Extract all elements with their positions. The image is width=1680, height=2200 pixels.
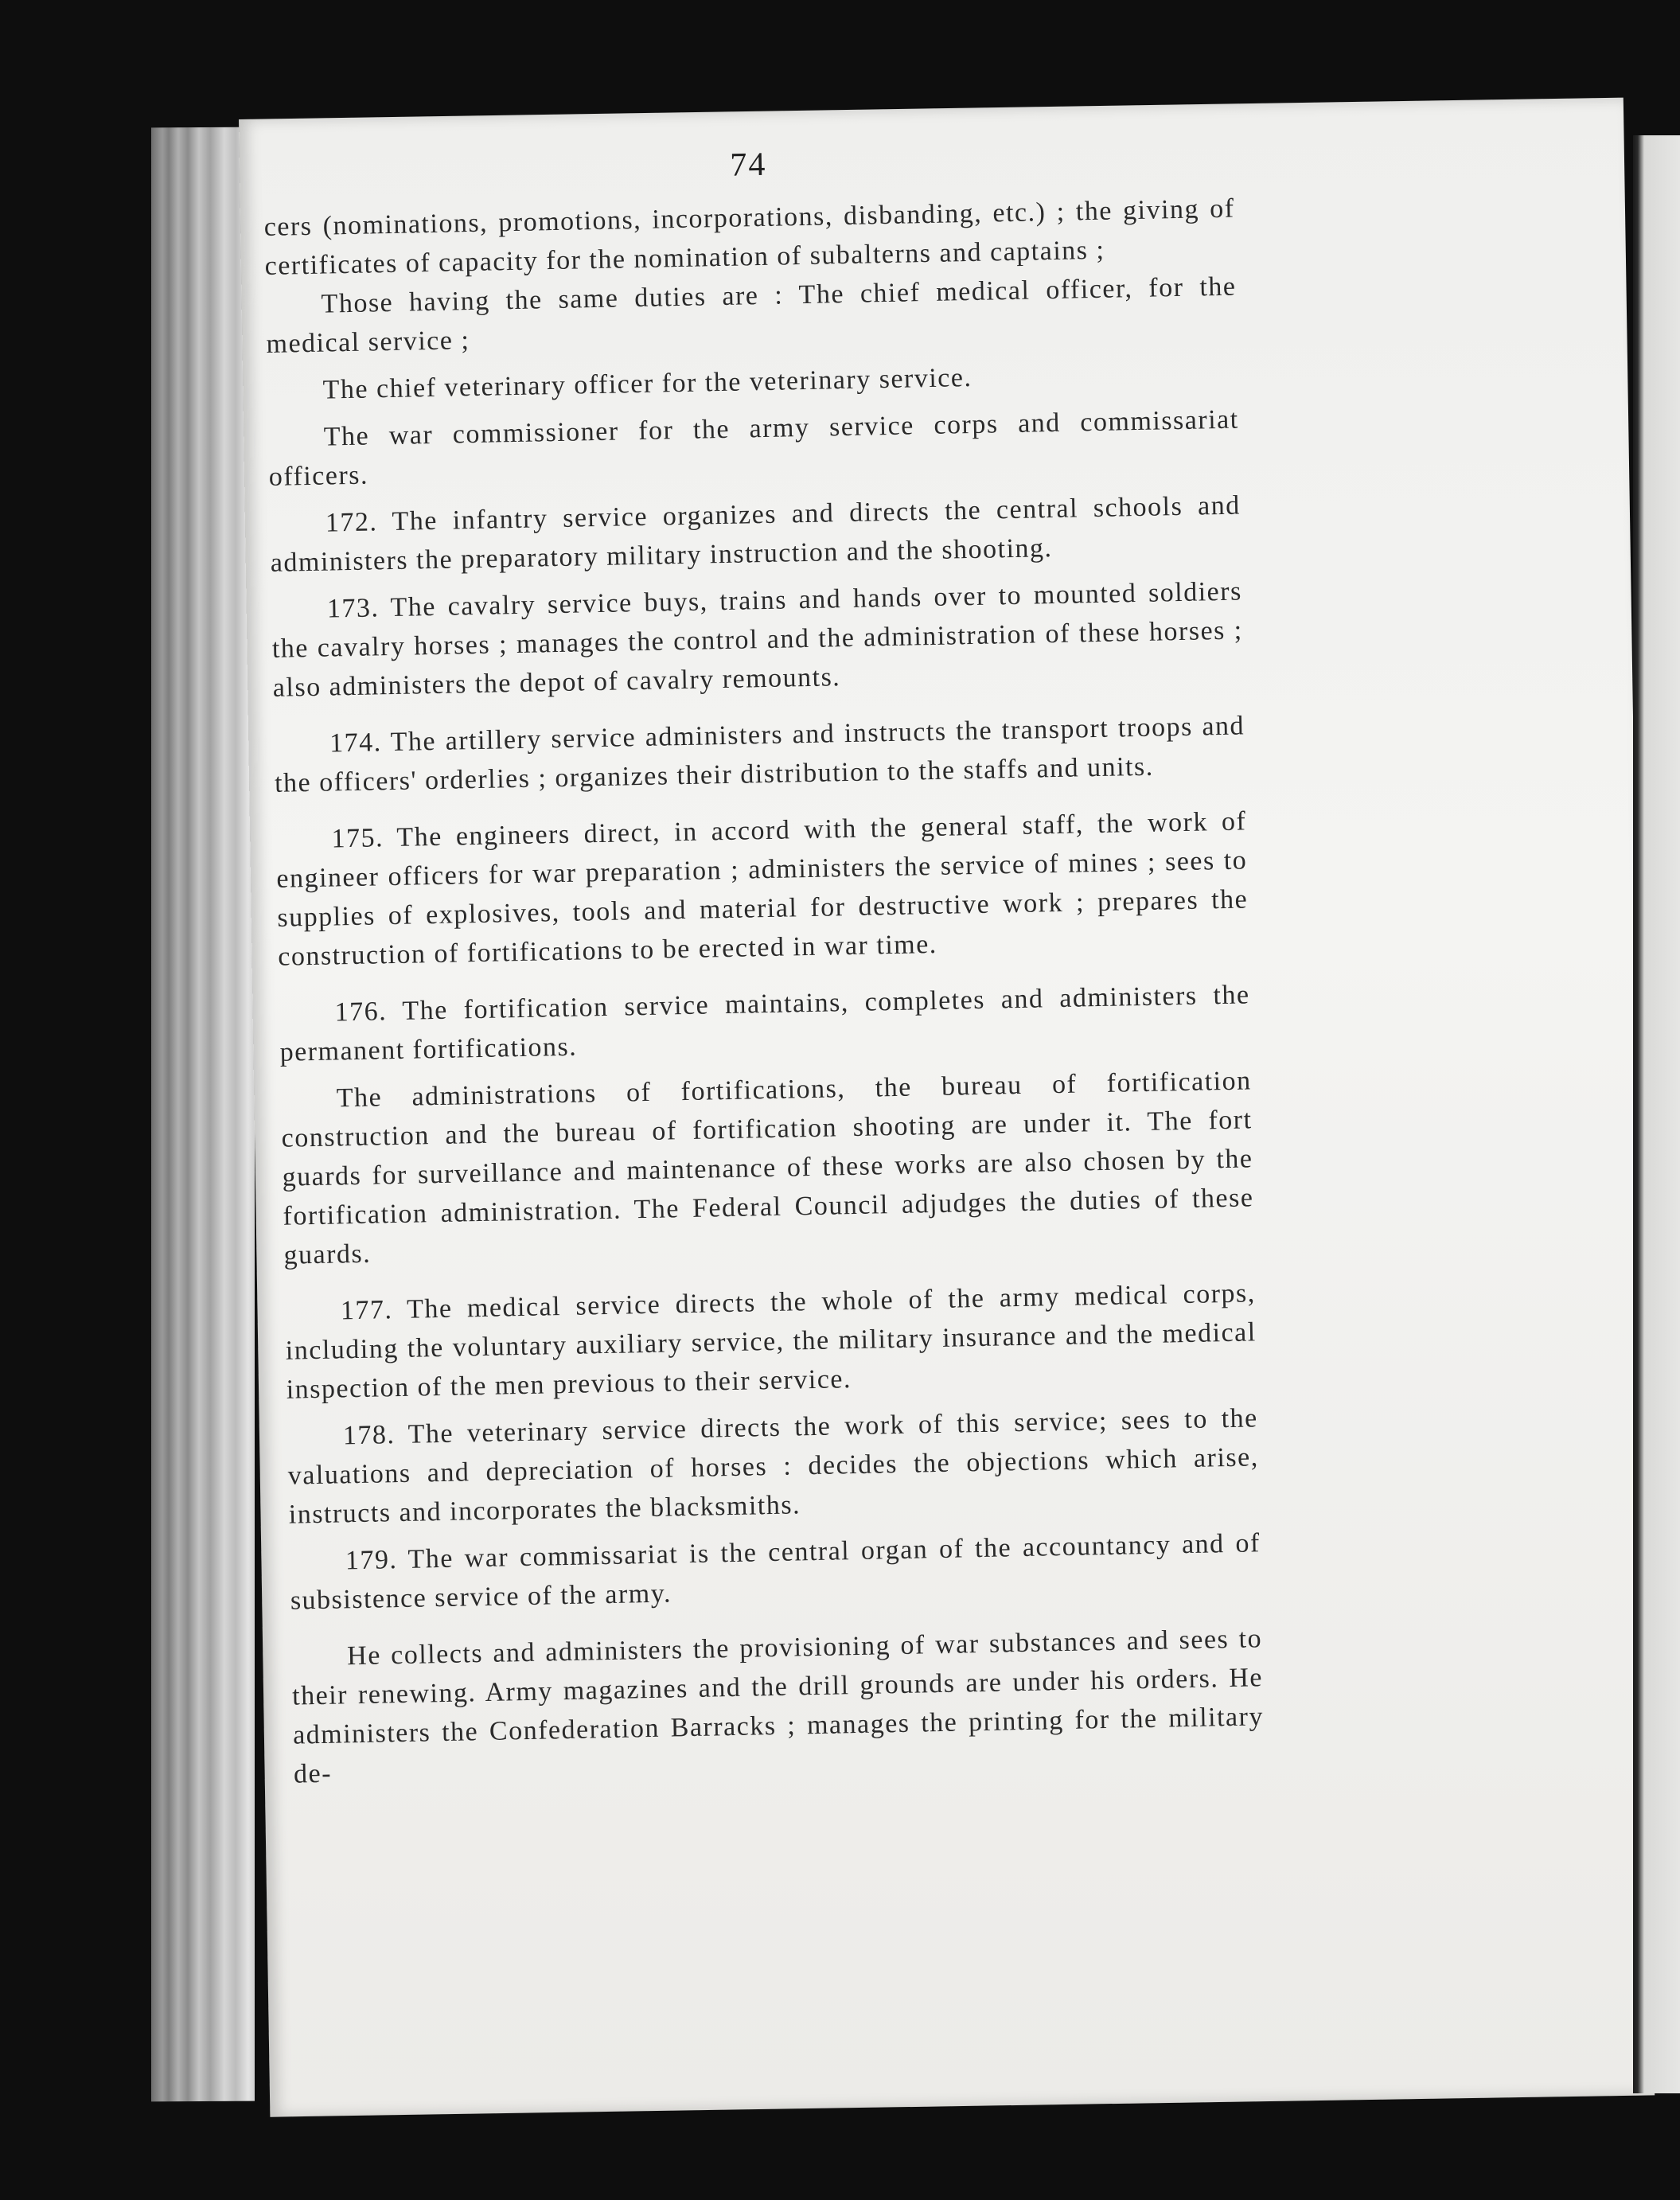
paragraph: The chief veterinary officer for the veterinary service. xyxy=(322,362,973,405)
paragraph: Those having the same duties are : The chief medical officer, for the medical service ; xyxy=(266,271,1237,359)
paragraph: 177. The medical service directs the whole of the army medical corps, including the voluntary auxiliary service, the military insurance and the medical inspection of the men previous to their service. xyxy=(285,1278,1257,1405)
paragraph: 175. The engineers direct, in accord with the general staff, the work of engineer officers for war preparation ; administers the service of mines ; sees to supplies of explosives, tools and material for destructive work ; prepares the construction of fortifications to be erected in war time. xyxy=(276,806,1249,972)
paragraph: 176. The fortification service maintains, completes and administers the permanent fortifications. xyxy=(279,980,1250,1067)
facing-page-edge xyxy=(1633,135,1680,2093)
page-number: 74 xyxy=(729,146,767,184)
paragraph: cers (nominations, promotions, incorporations, disbanding, etc.) ; the giving of certificates of capacity for the nomination of subalterns and captains ; xyxy=(263,193,1235,281)
paragraph: 178. The veterinary service directs the work of this service; sees to the valuations and depreciation of horses : decides the objections which arise, instructs and incorporates the blacksmiths. xyxy=(287,1403,1259,1530)
paragraph: 174. The artillery service administers and instructs the transport troops and the officers' orderlies ; organizes their distribution to the staffs and units. xyxy=(274,711,1245,798)
paragraph: He collects and administers the provisioning of war substances and sees to their renewing. Army magazines and the drill grounds are under his orders. He administers the Confederation Barracks ; manages the printing for the military de- xyxy=(291,1624,1265,1789)
paragraph: The war commissioner for the army service corps and commissariat officers. xyxy=(268,404,1239,492)
paragraph: 179. The war commissariat is the central organ of the accountancy and of subsistence service of the army. xyxy=(290,1528,1261,1616)
page-text-block xyxy=(263,137,1265,1794)
paragraph: 173. The cavalry service buys, trains and hands over to mounted soldiers the cavalry horses ; manages the control and the administration of these horses ; also administers the depot of cavalry remounts. xyxy=(271,576,1244,703)
page-edges-stack xyxy=(151,127,255,2102)
paragraph: The administrations of fortifications, the bureau of fortification construction and the bureau of fortification shooting are under it. The fort guards for surveillance and maintenance of these works are also chosen by the fortification administration. The Federal Council adjudges the duties of these guards. xyxy=(281,1066,1254,1270)
paragraph-list xyxy=(263,189,1265,1794)
paragraph: 172. The infantry service organizes and directs the central schools and administers the preparatory military instruction and the shooting. xyxy=(270,490,1241,578)
